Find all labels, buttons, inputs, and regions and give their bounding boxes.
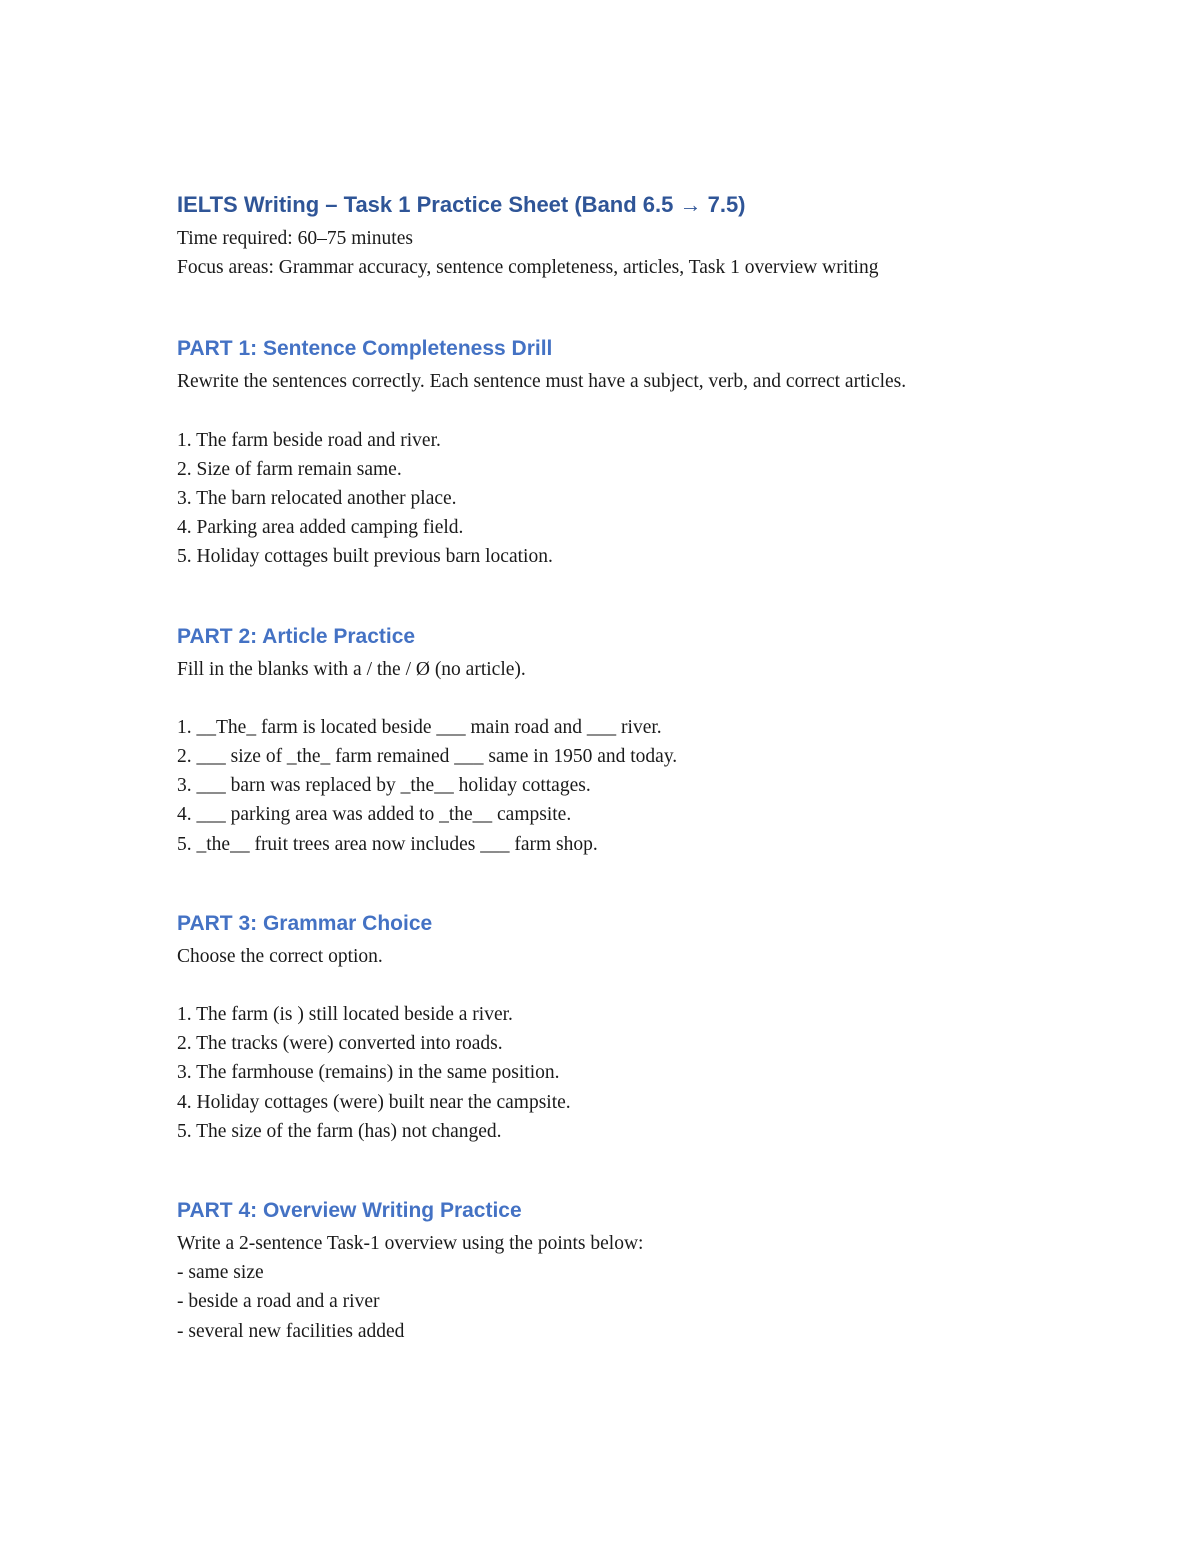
part3-list <box>177 1000 1037 1146</box>
list-item: 5. _the__ fruit trees area now includes ___ farm shop. <box>177 833 598 855</box>
part4-heading: PART 4: Overview Writing Practice <box>177 1199 522 1223</box>
list-item: 2. The tracks (were) converted into roads. <box>177 1033 503 1055</box>
part2-instruction: Fill in the blanks with a / the / Ø (no article). <box>177 658 526 680</box>
list-item: 5. The size of the farm (has) not changed. <box>177 1120 502 1142</box>
document-title: IELTS Writing – Task 1 Practice Sheet (Band 6.5 → 7.5) <box>177 192 746 217</box>
list-item: 4. Holiday cottages (were) built near the campsite. <box>177 1091 571 1113</box>
list-item: 1. The farm beside road and river. <box>177 429 441 451</box>
part3-instruction: Choose the correct option. <box>177 945 383 967</box>
part1-list <box>177 426 1037 572</box>
part3-section <box>177 909 1037 1146</box>
list-item: 3. The barn relocated another place. <box>177 488 457 510</box>
list-item: 4. Parking area added camping field. <box>177 517 464 539</box>
list-item: 2. ___ size of _the_ farm remained ___ same in 1950 and today. <box>177 746 678 768</box>
spacer <box>177 684 1037 713</box>
document-body <box>177 190 1037 1346</box>
list-item: - beside a road and a river <box>177 1291 380 1313</box>
part1-instruction: Rewrite the sentences correctly. Each sentence must have a subject, verb, and correct articles. <box>177 371 907 393</box>
part2-heading: PART 2: Article Practice <box>177 624 416 648</box>
spacer <box>177 572 1037 622</box>
time-required: Time required: 60–75 minutes <box>177 228 413 249</box>
spacer <box>177 397 1037 426</box>
part3-heading: PART 3: Grammar Choice <box>177 911 433 935</box>
spacer <box>177 282 1037 334</box>
list-item: 3. The farmhouse (remains) in the same position. <box>177 1062 560 1084</box>
part4-section <box>177 1196 1037 1346</box>
list-item: - several new facilities added <box>177 1320 405 1342</box>
spacer <box>177 971 1037 1000</box>
part2-section <box>177 622 1037 859</box>
list-item: - same size <box>177 1262 264 1284</box>
part4-list <box>177 1258 1037 1346</box>
part1-heading: PART 1: Sentence Completeness Drill <box>177 337 553 361</box>
list-item: 4. ___ parking area was added to _the__ campsite. <box>177 804 572 826</box>
spacer <box>177 1146 1037 1196</box>
focus-areas: Focus areas: Grammar accuracy, sentence completeness, articles, Task 1 overview writing <box>177 257 879 279</box>
list-item: 1. __The_ farm is located beside ___ main road and ___ river. <box>177 716 662 738</box>
part2-list <box>177 713 1037 859</box>
list-item: 5. Holiday cottages built previous barn location. <box>177 546 553 568</box>
list-item: 1. The farm (is ) still located beside a river. <box>177 1004 513 1026</box>
spacer <box>177 859 1037 909</box>
list-item: 2. Size of farm remain same. <box>177 458 402 480</box>
part1-section <box>177 334 1037 571</box>
list-item: 3. ___ barn was replaced by _the__ holiday cottages. <box>177 775 591 797</box>
part4-instruction: Write a 2-sentence Task-1 overview using the points below: <box>177 1233 644 1255</box>
